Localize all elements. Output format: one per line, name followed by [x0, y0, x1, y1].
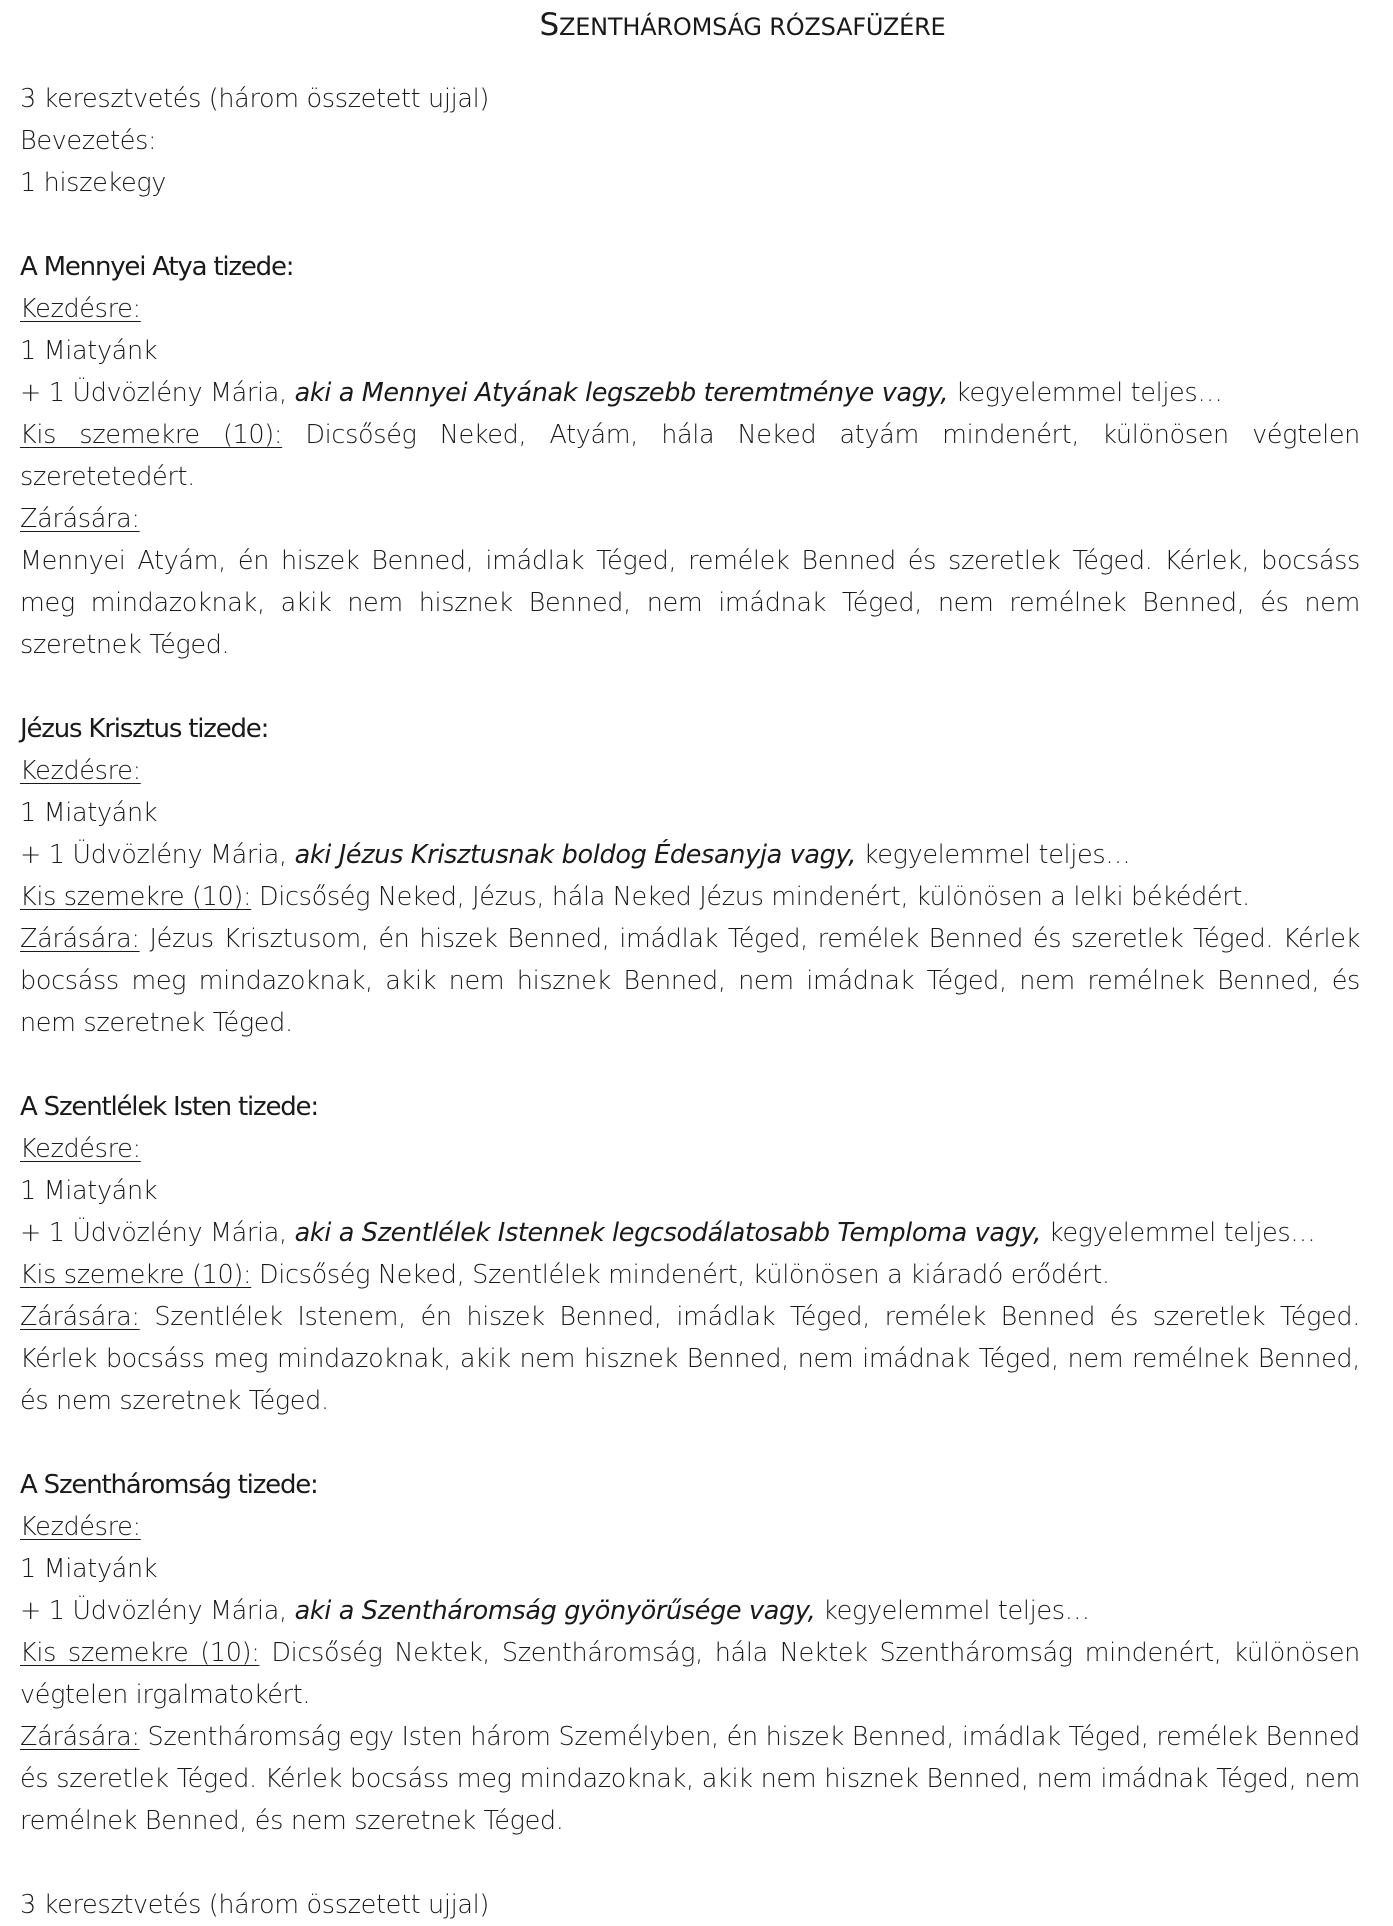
hail-mary-line	[20, 372, 1360, 414]
section-heading: A Szentlélek Isten tizede:	[20, 1092, 318, 1122]
small-beads-text: Dicsőség Neked, Szentlélek mindenért, különösen a kiáradó erődért.	[258, 1260, 1110, 1290]
document-page	[20, 0, 1360, 1926]
full-of-grace: kegyelemmel teljes…	[955, 378, 1223, 408]
full-of-grace: kegyelemmel teljes…	[863, 840, 1131, 870]
section-holy-spirit	[20, 1086, 1360, 1422]
hail-mary-prefix: + 1 Üdvözlény Mária,	[20, 378, 287, 408]
hail-mary-line	[20, 1212, 1360, 1254]
hail-mary-prefix: + 1 Üdvözlény Mária,	[20, 1218, 287, 1248]
our-father: 1 Miatyánk	[20, 798, 158, 828]
page-title	[20, 0, 1360, 50]
start-label: Kezdésre:	[20, 1134, 141, 1164]
section-heading: Jézus Krisztus tizede:	[20, 714, 269, 744]
small-beads-paragraph	[20, 414, 1360, 498]
spacer	[20, 666, 1360, 708]
small-beads-text: Dicsőség Neked, Jézus, hála Neked Jézus mindenért, különösen a lelki békédért.	[258, 882, 1250, 912]
spacer	[20, 1044, 1360, 1086]
hail-mary-line	[20, 1590, 1360, 1632]
title-rest: ZENTHÁROMSÁG RÓZSAFÜZÉRE	[558, 13, 946, 41]
intro-creed: 1 hiszekegy	[20, 168, 167, 198]
small-beads-paragraph	[20, 1254, 1360, 1296]
spacer	[20, 1842, 1360, 1884]
small-beads-label: Kis szemekre (10):	[20, 1638, 260, 1668]
start-label: Kezdésre:	[20, 1512, 141, 1542]
hail-mary-prefix: + 1 Üdvözlény Mária,	[20, 1596, 287, 1626]
closing-label: Zárására:	[20, 1302, 140, 1332]
intro-block	[20, 78, 1360, 204]
section-heading: A Szentháromság tizede:	[20, 1470, 318, 1500]
section-trinity	[20, 1464, 1360, 1842]
hail-mary-italic: aki Jézus Krisztusnak boldog Édesanyja vagy,	[294, 840, 857, 870]
section-father	[20, 246, 1360, 666]
our-father: 1 Miatyánk	[20, 1554, 158, 1584]
hail-mary-prefix: + 1 Üdvözlény Mária,	[20, 840, 287, 870]
closing-text: Szentháromság egy Isten három Személyben, én hiszek Benned, imádlak Téged, remélek Benned és szeretlek Téged. Kérlek bocsáss meg mindazoknak, akik nem hisznek Benned, nem imádnak Téged, nem remélnek Benned, és nem szeretnek Téged.	[20, 1722, 1360, 1836]
spacer	[20, 204, 1360, 246]
hail-mary-italic: aki a Szentháromság gyönyörűsége vagy,	[294, 1596, 816, 1626]
start-label: Kezdésre:	[20, 756, 141, 786]
intro-cross-sign: 3 keresztvetés (három összetett ujjal)	[20, 84, 489, 114]
small-beads-label: Kis szemekre (10):	[20, 1260, 252, 1290]
title-first-letter: S	[539, 7, 559, 43]
closing-text: Szentlélek Istenem, én hiszek Benned, imádlak Téged, remélek Benned és szeretlek Téged. Kérlek bocsáss meg mindazoknak, akik nem hisznek Benned, nem imádnak Téged, nem remélnek Benned, és nem szeretnek Téged.	[20, 1302, 1360, 1416]
full-of-grace: kegyelemmel teljes…	[823, 1596, 1090, 1626]
section-jesus	[20, 708, 1360, 1044]
closing-paragraph	[20, 1716, 1360, 1842]
closing-label: Zárására:	[20, 924, 140, 954]
closing-label: Zárására:	[20, 504, 140, 534]
hail-mary-italic: aki a Mennyei Atyának legszebb teremtménye vagy,	[294, 378, 949, 408]
small-beads-paragraph	[20, 1632, 1360, 1716]
small-beads-label: Kis szemekre (10):	[20, 882, 252, 912]
closing-label: Zárására:	[20, 1722, 140, 1752]
our-father: 1 Miatyánk	[20, 1176, 158, 1206]
full-of-grace: kegyelemmel teljes…	[1048, 1218, 1316, 1248]
small-beads-label: Kis szemekre (10):	[20, 420, 283, 450]
ending-cross-sign: 3 keresztvetés (három összetett ujjal)	[20, 1890, 489, 1920]
our-father: 1 Miatyánk	[20, 336, 158, 366]
small-beads-paragraph	[20, 876, 1360, 918]
section-heading: A Mennyei Atya tizede:	[20, 252, 294, 282]
closing-paragraph	[20, 918, 1360, 1044]
hail-mary-italic: aki a Szentlélek Istennek legcsodálatosabb Temploma vagy,	[294, 1218, 1042, 1248]
start-label: Kezdésre:	[20, 294, 141, 324]
small-beads-text: Dicsőség Neked, Atyám, hála Neked atyám mindenért, különösen végtelen szeretetedért.	[20, 420, 1360, 492]
small-beads-text: Dicsőség Nektek, Szentháromság, hála Nektek Szentháromság mindenért, különösen végtelen irgalmatokért.	[20, 1638, 1360, 1710]
hail-mary-line	[20, 834, 1360, 876]
intro-label: Bevezetés:	[20, 126, 157, 156]
closing-paragraph	[20, 1296, 1360, 1422]
closing-text: Mennyei Atyám, én hiszek Benned, imádlak Téged, remélek Benned és szeretlek Téged. Kérlek, bocsáss meg mindazoknak, akik nem hisznek Benned, nem imádnak Téged, nem remélnek Benned, és nem szeretnek Téged.	[20, 546, 1360, 660]
spacer	[20, 1422, 1360, 1464]
closing-text: Jézus Krisztusom, én hiszek Benned, imádlak Téged, remélek Benned és szeretlek Téged. Kérlek bocsáss meg mindazoknak, akik nem hisznek Benned, nem imádnak Téged, nem remélnek Benned, és nem szeretnek Téged.	[20, 924, 1360, 1038]
